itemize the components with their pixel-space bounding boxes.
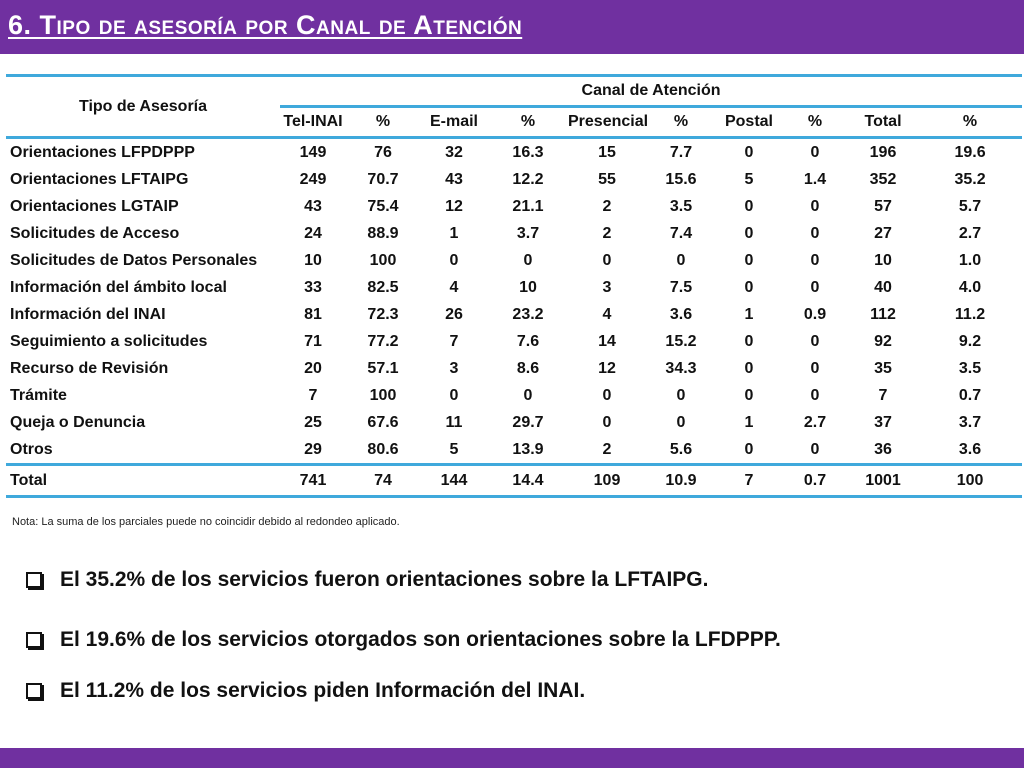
table-cell: 12.2 xyxy=(512,170,544,188)
table-note: Nota: La suma de los parciales puede no coincidir debido al redondeo aplicado. xyxy=(12,516,400,528)
table-cell: 0 xyxy=(744,359,754,377)
table-cell: 11.2 xyxy=(954,305,986,323)
total-cell: 14.4 xyxy=(488,465,568,497)
table-cell: 7 xyxy=(449,332,459,350)
table-cell: 7.5 xyxy=(669,278,693,296)
table-cell: 7.6 xyxy=(516,332,540,350)
table-cell: 29.7 xyxy=(512,413,544,431)
table-cell: 196 xyxy=(869,143,897,161)
table-row xyxy=(6,193,1022,220)
table-cell: 23.2 xyxy=(512,305,544,323)
bullet-text: El 35.2% de los servicios fueron orientaciones sobre la LFTAIPG. xyxy=(60,568,709,591)
table-row xyxy=(6,355,1022,382)
table-cell: 55 xyxy=(598,170,616,188)
row-label: Otros xyxy=(10,440,53,458)
table-cell: 2.7 xyxy=(803,413,827,431)
total-cell: 100 xyxy=(918,465,1022,497)
bullet-item xyxy=(26,679,585,703)
row-label: Solicitudes de Acceso xyxy=(10,224,180,242)
table-cell: 92 xyxy=(874,332,892,350)
row-label: Seguimiento a solicitudes xyxy=(10,332,208,350)
table-cell: 43 xyxy=(304,197,322,215)
row-label: Trámite xyxy=(10,386,67,404)
table-cell: 2 xyxy=(602,197,612,215)
table-cell: 0 xyxy=(810,359,820,377)
table-cell: 100 xyxy=(369,251,397,269)
table-cell: 14 xyxy=(598,332,616,350)
table-cell: 4 xyxy=(602,305,612,323)
total-cell: 144 xyxy=(420,465,488,497)
table-cell: 0 xyxy=(449,386,459,404)
table-cell: 43 xyxy=(445,170,463,188)
table-cell: 1 xyxy=(744,305,754,323)
row-label: Información del ámbito local xyxy=(10,278,227,296)
table-cell: 7 xyxy=(878,386,888,404)
table-cell: 70.7 xyxy=(367,170,399,188)
total-cell: 10.9 xyxy=(646,465,716,497)
table-cell: 10 xyxy=(874,251,892,269)
table-cell: 0 xyxy=(810,440,820,458)
table-cell: 15.6 xyxy=(665,170,697,188)
table-cell: 3.7 xyxy=(958,413,982,431)
table-cell: 2.7 xyxy=(958,224,982,242)
row-label: Información del INAI xyxy=(10,305,166,323)
row-label: Recurso de Revisión xyxy=(10,359,169,377)
table-cell: 0 xyxy=(744,143,754,161)
bullet-text: El 11.2% de los servicios piden Información del INAI. xyxy=(60,679,586,702)
table-cell: 3 xyxy=(449,359,459,377)
table-cell: 0 xyxy=(744,224,754,242)
table-cell: 33 xyxy=(304,278,322,296)
column-header: % xyxy=(918,107,1022,138)
table-body xyxy=(6,138,1022,497)
table-cell: 0 xyxy=(744,440,754,458)
column-header: % xyxy=(646,107,716,138)
table-cell: 35.2 xyxy=(954,170,986,188)
table-cell: 27 xyxy=(874,224,892,242)
row-label: Solicitudes de Datos Personales xyxy=(10,251,258,269)
table-cell: 249 xyxy=(299,170,327,188)
table-cell: 2 xyxy=(602,224,612,242)
table-row xyxy=(6,166,1022,193)
table-cell: 0 xyxy=(602,386,612,404)
table-cell: 20 xyxy=(304,359,322,377)
table-cell: 0 xyxy=(676,413,686,431)
table-cell: 2 xyxy=(602,440,612,458)
table-cell: 0 xyxy=(744,278,754,296)
row-label: Queja o Denuncia xyxy=(10,413,146,431)
table-cell: 72.3 xyxy=(367,305,399,323)
bullet-item xyxy=(26,568,708,592)
footer-bar xyxy=(0,748,1024,768)
table-cell: 8.6 xyxy=(516,359,540,377)
table-cell: 3.7 xyxy=(516,224,540,242)
table-row xyxy=(6,247,1022,274)
column-header: % xyxy=(488,107,568,138)
table-cell: 1 xyxy=(449,224,459,242)
table-cell: 7.4 xyxy=(669,224,693,242)
total-cell: 109 xyxy=(568,465,646,497)
table-row xyxy=(6,220,1022,247)
table-cell: 0 xyxy=(676,251,686,269)
table-cell: 9.2 xyxy=(958,332,982,350)
table-cell: 0 xyxy=(744,386,754,404)
table-cell: 0 xyxy=(810,386,820,404)
table-row xyxy=(6,301,1022,328)
table-cell: 5.7 xyxy=(958,197,982,215)
table-cell: 12 xyxy=(598,359,616,377)
table-cell: 10 xyxy=(519,278,537,296)
table-cell: 7 xyxy=(308,386,318,404)
table-cell: 1.0 xyxy=(958,251,982,269)
table-cell: 3.6 xyxy=(958,440,982,458)
table-cell: 77.2 xyxy=(367,332,399,350)
total-row xyxy=(6,465,1022,497)
total-cell: 0.7 xyxy=(782,465,848,497)
table-row xyxy=(6,409,1022,436)
table-cell: 34.3 xyxy=(665,359,697,377)
table-cell: 0 xyxy=(523,386,533,404)
table-cell: 0.9 xyxy=(803,305,827,323)
table-cell: 32 xyxy=(445,143,463,161)
table-cell: 0 xyxy=(676,386,686,404)
table-cell: 7.7 xyxy=(669,143,693,161)
table-cell: 57.1 xyxy=(367,359,399,377)
table-row xyxy=(6,436,1022,465)
row-label: Orientaciones LGTAIP xyxy=(10,197,179,215)
table-row xyxy=(6,382,1022,409)
table-cell: 0 xyxy=(744,332,754,350)
table-cell: 5 xyxy=(449,440,459,458)
column-header: % xyxy=(346,107,420,138)
total-cell: 7 xyxy=(716,465,782,497)
table-container xyxy=(6,74,1022,498)
total-cell: 1001 xyxy=(848,465,918,497)
total-cell: 741 xyxy=(280,465,346,497)
total-cell: 74 xyxy=(346,465,420,497)
bullet-item xyxy=(26,628,781,652)
table-cell: 0 xyxy=(744,197,754,215)
row-label: Orientaciones LFPDPPP xyxy=(10,143,195,161)
table-cell: 5.6 xyxy=(669,440,693,458)
table-cell: 11 xyxy=(445,413,463,431)
table-row xyxy=(6,138,1022,167)
table-cell: 12 xyxy=(445,197,463,215)
table-cell: 0 xyxy=(810,332,820,350)
table-cell: 0 xyxy=(810,197,820,215)
checkbox-bullet-icon xyxy=(26,632,42,648)
column-header: % xyxy=(782,107,848,138)
table-cell: 57 xyxy=(874,197,892,215)
data-table xyxy=(6,74,1022,498)
table-cell: 0 xyxy=(810,143,820,161)
table-cell: 3.6 xyxy=(669,305,693,323)
table-cell: 4 xyxy=(449,278,459,296)
group-header: Canal de Atención xyxy=(581,82,721,99)
table-cell: 21.1 xyxy=(512,197,544,215)
table-cell: 0.7 xyxy=(958,386,982,404)
table-cell: 4.0 xyxy=(958,278,982,296)
table-cell: 5 xyxy=(744,170,754,188)
table-cell: 80.6 xyxy=(367,440,399,458)
table-cell: 82.5 xyxy=(367,278,399,296)
table-cell: 81 xyxy=(304,305,322,323)
table-cell: 75.4 xyxy=(367,197,399,215)
table-cell: 0 xyxy=(810,278,820,296)
table-cell: 10 xyxy=(304,251,322,269)
table-cell: 3.5 xyxy=(958,359,982,377)
table-cell: 13.9 xyxy=(512,440,544,458)
checkbox-bullet-icon xyxy=(26,683,42,699)
table-cell: 15 xyxy=(598,143,616,161)
table-cell: 37 xyxy=(874,413,892,431)
table-cell: 3 xyxy=(602,278,612,296)
table-cell: 24 xyxy=(304,224,322,242)
table-cell: 76 xyxy=(374,143,392,161)
table-cell: 0 xyxy=(602,413,612,431)
table-cell: 19.6 xyxy=(954,143,986,161)
table-cell: 29 xyxy=(304,440,322,458)
table-cell: 40 xyxy=(874,278,892,296)
table-cell: 0 xyxy=(602,251,612,269)
table-cell: 0 xyxy=(744,251,754,269)
table-cell: 112 xyxy=(870,305,896,323)
column-header: Tel-INAI xyxy=(280,107,346,138)
table-cell: 0 xyxy=(523,251,533,269)
bullet-text: El 19.6% de los servicios otorgados son orientaciones sobre la LFDPPP. xyxy=(60,628,781,651)
table-cell: 3.5 xyxy=(669,197,693,215)
table-cell: 25 xyxy=(304,413,322,431)
table-cell: 1.4 xyxy=(803,170,827,188)
table-cell: 0 xyxy=(810,224,820,242)
table-cell: 15.2 xyxy=(665,332,697,350)
page-title: 6. Tipo de asesoría por Canal de Atención xyxy=(8,10,523,40)
title-bar xyxy=(0,0,1024,54)
table-cell: 0 xyxy=(810,251,820,269)
table-cell: 71 xyxy=(304,332,322,350)
table-cell: 35 xyxy=(874,359,892,377)
table-cell: 26 xyxy=(445,305,463,323)
row-header: Tipo de Asesoría xyxy=(6,76,280,138)
column-header: Total xyxy=(848,107,918,138)
table-row xyxy=(6,328,1022,355)
table-cell: 67.6 xyxy=(367,413,399,431)
table-cell: 149 xyxy=(299,143,327,161)
row-label: Orientaciones LFTAIPG xyxy=(10,170,189,188)
column-header: Presencial xyxy=(568,107,646,138)
table-cell: 88.9 xyxy=(367,224,399,242)
column-header: Postal xyxy=(716,107,782,138)
table-row xyxy=(6,274,1022,301)
table-cell: 0 xyxy=(449,251,459,269)
table-cell: 100 xyxy=(369,386,397,404)
table-cell: 36 xyxy=(874,440,892,458)
table-cell: 16.3 xyxy=(512,143,544,161)
checkbox-bullet-icon xyxy=(26,572,42,588)
column-header: E-mail xyxy=(420,107,488,138)
table-cell: 1 xyxy=(744,413,754,431)
table-cell: 352 xyxy=(869,170,897,188)
total-label: Total xyxy=(6,465,280,497)
